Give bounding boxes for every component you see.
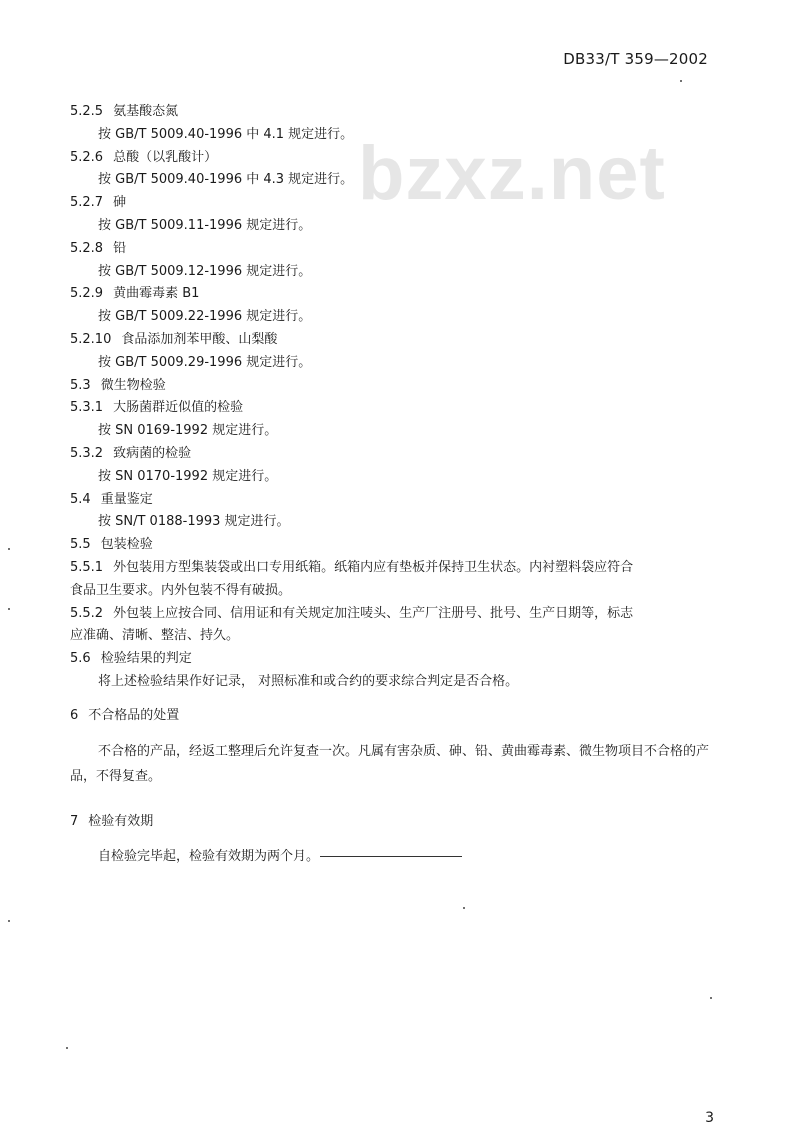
clause-content: 砷 <box>113 195 127 211</box>
clause-content: 将上述检验结果作好记录， 对照标准和或合约的要求综合判定是否合格。 <box>98 673 519 689</box>
section-6-body: 不合格的产品，经返工整理后允许复查一次。凡属有害杂质、砷、铅、黄曲霉毒素、微生物项目不合格的产品，不得复查。 <box>70 743 710 784</box>
clause-continuation <box>70 580 720 603</box>
scan-speck <box>66 1047 68 1049</box>
clause-text <box>70 420 720 443</box>
section-title: 检验有效期 <box>88 813 154 829</box>
clause-number: 5.3.2 <box>70 445 104 461</box>
clause-number: 5.5.2 <box>70 605 104 621</box>
clause-content: 大肠菌群近似值的检验 <box>113 400 244 416</box>
clause-content: 检验结果的判定 <box>100 651 192 667</box>
clause-content: 外包装上应按合同、信用证和有关规定加注唛头、生产厂注册号、批号、生产日期等，标志 <box>113 605 634 621</box>
clause-number: 5.2.8 <box>70 240 104 256</box>
clause-content: 微生物检验 <box>100 377 166 393</box>
clause-number: 5.2.5 <box>70 104 104 119</box>
clause-list <box>70 101 720 694</box>
clause-heading <box>70 329 720 352</box>
clause-text <box>70 671 720 694</box>
clause-content: 按 GB/T 5009.40-1996 中 4.1 规定进行。 <box>98 126 354 142</box>
clause-heading <box>70 557 720 580</box>
section-7-heading <box>70 811 720 834</box>
clause-content: 按 SN/T 0188-1993 规定进行。 <box>98 514 290 530</box>
clause-content: 按 SN 0169-1992 规定进行。 <box>98 423 278 439</box>
clause-number: 5.5.1 <box>70 559 104 575</box>
clause-text <box>70 169 720 192</box>
clause-heading <box>70 397 720 420</box>
clause-content: 食品添加剂苯甲酸、山梨酸 <box>121 331 278 347</box>
standard-code: DB33/T 359—2002 <box>563 50 708 68</box>
clause-content: 按 GB/T 5009.22-1996 规定进行。 <box>98 309 312 325</box>
clause-number: 5.2.7 <box>70 195 104 211</box>
clause-heading <box>70 443 720 466</box>
clause-text <box>70 215 720 238</box>
clause-content: 黄曲霉毒素 B1 <box>113 286 200 302</box>
clause-content: 按 GB/T 5009.12-1996 规定进行。 <box>98 263 312 279</box>
clause-content: 总酸（以乳酸计） <box>113 149 218 165</box>
clause-content: 铅 <box>113 240 127 256</box>
clause-number: 5.5 <box>70 537 91 553</box>
clause-text <box>70 466 720 489</box>
scan-speck <box>710 997 712 999</box>
section-7-body: 自检验完毕起，检验有效期为两个月。 <box>98 849 320 865</box>
clause-content: 氨基酸态氮 <box>113 104 179 119</box>
clause-content: 按 GB/T 5009.29-1996 规定进行。 <box>98 354 312 370</box>
clause-content: 按 SN 0170-1992 规定进行。 <box>98 468 278 484</box>
clause-content: 按 GB/T 5009.11-1996 规定进行。 <box>98 217 312 233</box>
clause-number: 5.3 <box>70 377 91 393</box>
clause-content: 致病菌的检验 <box>113 445 192 461</box>
clause-number: 5.2.10 <box>70 331 112 347</box>
clause-heading <box>70 603 720 626</box>
clause-heading <box>70 375 720 398</box>
clause-content: 应准确、清晰、整洁、持久。 <box>70 628 240 644</box>
section-title: 不合格品的处置 <box>88 707 180 723</box>
clause-number: 5.4 <box>70 491 91 507</box>
clause-number: 5.3.1 <box>70 400 104 416</box>
scan-speck <box>8 608 10 610</box>
clause-number: 5.6 <box>70 651 91 667</box>
clause-text <box>70 511 720 534</box>
clause-heading <box>70 283 720 306</box>
watermark: bzxz.net <box>358 131 666 216</box>
clause-content: 外包装用方型集装袋或出口专用纸箱。纸箱内应有垫板并保持卫生状态。内衬塑料袋应符合 <box>113 559 634 575</box>
clause-content: 包装检验 <box>100 537 153 553</box>
scan-speck <box>8 920 10 922</box>
clause-content: 重量鉴定 <box>100 491 153 507</box>
clause-heading <box>70 192 720 215</box>
clause-content: 按 GB/T 5009.40-1996 中 4.3 规定进行。 <box>98 172 354 188</box>
clause-number: 5.2.6 <box>70 149 104 165</box>
scan-speck <box>463 907 465 909</box>
clause-content: 食品卫生要求。内外包装不得有破损。 <box>70 582 292 598</box>
clause-heading <box>70 101 720 124</box>
page-number: 3 <box>705 1110 714 1126</box>
clause-heading <box>70 147 720 170</box>
clause-heading <box>70 489 720 512</box>
section-number: 7 <box>70 813 79 829</box>
clause-heading <box>70 648 720 671</box>
clause-text <box>70 261 720 284</box>
clause-heading <box>70 534 720 557</box>
section-number: 6 <box>70 707 79 723</box>
clause-text <box>70 352 720 375</box>
clause-number: 5.2.9 <box>70 286 104 302</box>
section-6-heading <box>70 705 720 728</box>
clause-text <box>70 306 720 329</box>
end-rule <box>320 856 462 857</box>
clause-heading <box>70 238 720 261</box>
document-body <box>70 101 720 869</box>
scan-speck <box>680 80 682 82</box>
clause-continuation <box>70 625 720 648</box>
clause-text <box>70 124 720 147</box>
scan-speck <box>8 548 10 550</box>
